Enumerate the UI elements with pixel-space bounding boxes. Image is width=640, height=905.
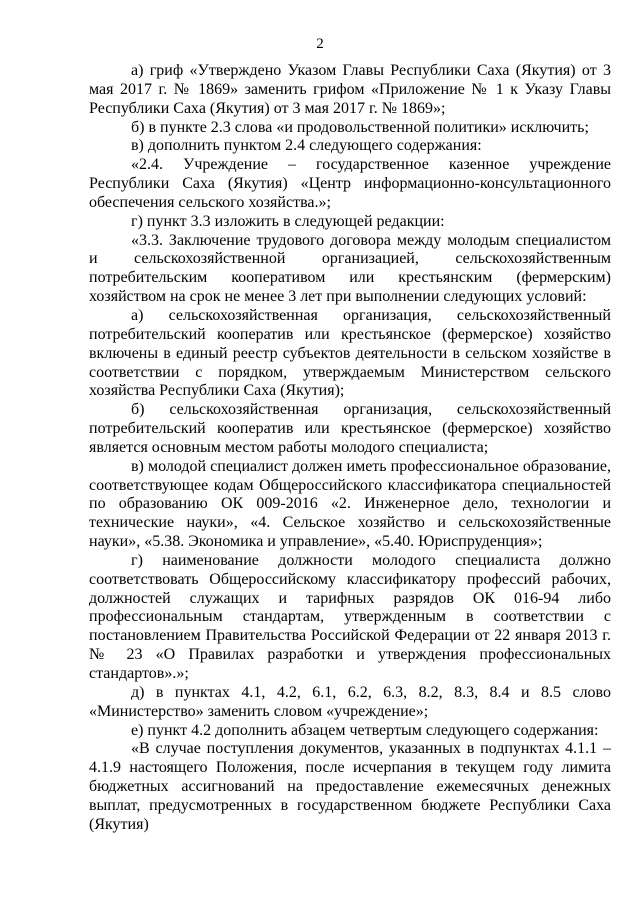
paragraph-new-abzac: «В случае поступления документов, указанных в подпунктах 4.1.1 – 4.1.9 настоящего Положения, после исчерпания в текущем году лимита бюджетных ассигнований на предоставление ежемесячных денежных выплат, предусмотренных в государственном бюджете Республики Саха (Якутия)	[89, 740, 611, 833]
paragraph-3-3: «3.3. Заключение трудового договора между молодым специалистом и сельскохозяйственной организацией, сельскохозяйственным потребительским кооперативом или крестьянским (фермерским) хозяйством на срок не менее 3 лет при выполнении следующих условий:	[89, 231, 611, 306]
paragraph-item-g: г) пункт 3.3 изложить в следующей редакции:	[131, 212, 445, 230]
paragraph-item-d: д) в пунктах 4.1, 4.2, 6.1, 6.2, 6.3, 8.2, 8.3, 8.4 и 8.5 слово «Министерство» заменить словом «учреждение»;	[89, 683, 611, 720]
paragraph-grif: а) гриф «Утверждено Указом Главы Республики Саха (Якутия) от 3 мая 2017 г. № 1869» заменить грифом «Приложение № 1 к Указу Главы Республики Саха (Якутия) от 3 мая 2017 г. № 1869»;	[89, 62, 611, 117]
paragraph-condition-a: а) сельскохозяйственная организация, сельскохозяйственный потребительский кооператив или крестьянское (фермерское) хозяйство включены в единый реестр субъектов деятельности в сельском хозяйстве в соответствии с порядком, утверждаемым Министерством сельского хозяйства Республики Саха (Якутия);	[89, 306, 611, 400]
paragraph-condition-g: г) наименование должности молодого специалиста должно соответствовать Общероссийскому классификатору профессий рабочих, должностей служащих и тарифных разрядов ОК 016-94 либо профессиональным стандартам, утвержденным в соответствии с постановлением Правительства Российской Федерации от 22 января 2013 г. № 23 «О Правилах разработки и утверждения профессиональных стандартов».»;	[89, 551, 611, 682]
paragraph-condition-v: в) молодой специалист должен иметь профессиональное образование, соответствующее кодам Общероссийского классификатора специальностей по образованию ОК 009-2016 «2. Инженерное дело, технологии и технические науки», «4. Сельское хозяйство и сельскохозяйственные науки», «5.38. Экономика и управление», «5.40. Юриспруденция»;	[89, 457, 611, 551]
document-body	[89, 62, 611, 835]
paragraph-condition-b: б) сельскохозяйственная организация, сельскохозяйственный потребительский кооператив или крестьянское (фермерское) хозяйство является основным местом работы молодого специалиста;	[89, 401, 611, 456]
paragraph-2-4: «2.4. Учреждение – государственное казенное учреждение Республики Саха (Якутия) «Центр информационно-консультационного обеспечения сельского хозяйства.»;	[89, 156, 611, 211]
page-number: 2	[316, 36, 324, 52]
paragraph-item-e: е) пункт 4.2 дополнить абзацем четвертым следующего содержания:	[131, 721, 599, 739]
paragraph-item-b: б) в пункте 2.3 слова «и продовольственной политики» исключить;	[131, 118, 589, 136]
paragraph-item-v: в) дополнить пунктом 2.4 следующего содержания:	[131, 137, 482, 155]
